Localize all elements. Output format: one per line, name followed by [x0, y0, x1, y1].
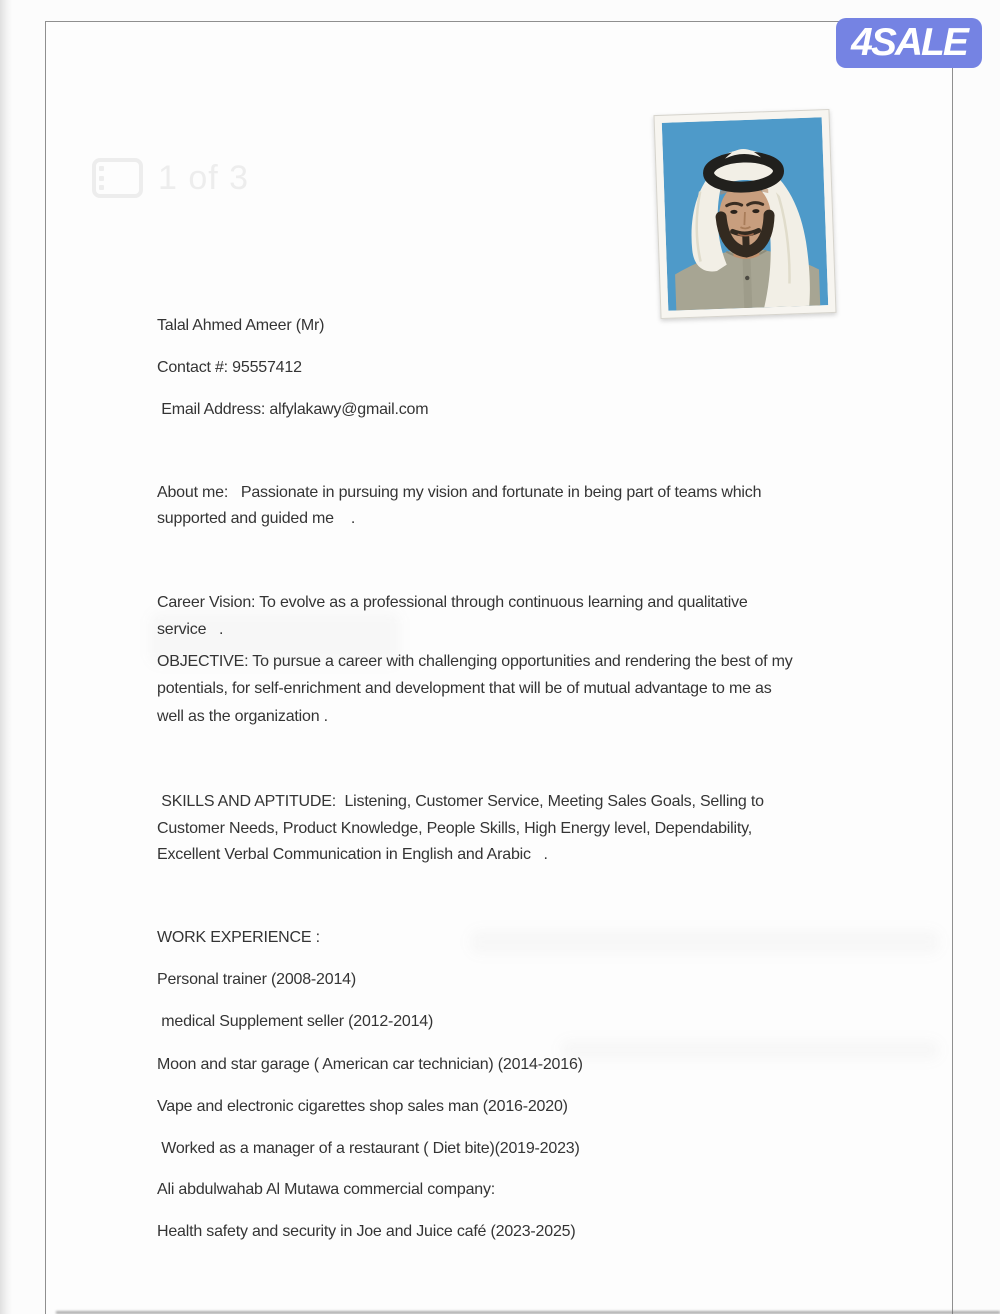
skills-line: Excellent Verbal Communication in English and Arabic . — [157, 846, 548, 863]
about-line: About me: Passionate in pursuing my vision and fortunate in being part of teams which — [157, 484, 762, 501]
work-item: Worked as a manager of a restaurant ( Diet bite)(2019-2023) — [157, 1140, 580, 1157]
4sale-logo-badge — [836, 18, 982, 68]
scan-artifact — [470, 930, 940, 954]
portrait-photo — [653, 109, 836, 319]
page-indicator — [92, 158, 249, 198]
skills-line: SKILLS AND APTITUDE: Listening, Customer Service, Meeting Sales Goals, Selling to — [157, 793, 764, 810]
work-item: Health safety and security in Joe and Juice café (2023-2025) — [157, 1223, 576, 1240]
scan-artifact — [560, 1040, 940, 1060]
paper-left-edge — [0, 0, 12, 1314]
about-line: supported and guided me . — [157, 510, 356, 527]
4sale-logo-text: 4SALE — [851, 21, 967, 64]
name-line: Talal Ahmed Ameer (Mr) — [157, 317, 325, 334]
objective-line: well as the organization . — [157, 708, 328, 725]
skills-line: Customer Needs, Product Knowledge, People Skills, High Energy level, Dependability, — [157, 820, 752, 837]
career-vision-line: Career Vision: To evolve as a professional through continuous learning and qualitative — [157, 594, 748, 611]
career-vision-line: service . — [157, 621, 224, 638]
objective-line: OBJECTIVE: To pursue a career with challenging opportunities and rendering the best of my — [157, 653, 793, 670]
portrait-illustration — [662, 117, 828, 310]
email-line: Email Address: alfylakawy@gmail.com — [157, 401, 429, 418]
contact-line: Contact #: 95557412 — [157, 359, 302, 376]
work-item: Moon and star garage ( American car technician) (2014-2016) — [157, 1056, 583, 1073]
work-item: Personal trainer (2008-2014) — [157, 971, 356, 988]
work-experience-heading: WORK EXPERIENCE : — [157, 929, 320, 946]
work-item: medical Supplement seller (2012-2014) — [157, 1013, 434, 1030]
work-item: Vape and electronic cigarettes shop sales man (2016-2020) — [157, 1098, 568, 1115]
objective-line: potentials, for self-enrichment and development that will be of mutual advantage to me as — [157, 680, 772, 697]
gallery-icon — [92, 158, 143, 198]
page-indicator-label: 1 of 3 — [158, 158, 250, 197]
work-item: Ali abdulwahab Al Mutawa commercial company: — [157, 1181, 496, 1198]
